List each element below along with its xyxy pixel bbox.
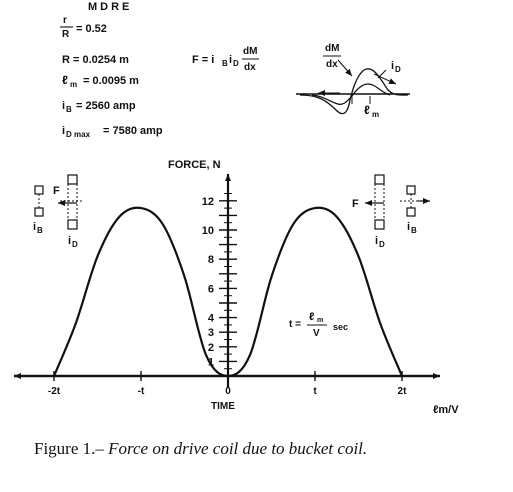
caption-body: Force on drive coil due to bucket coil. bbox=[103, 439, 368, 458]
y-tick-label: 10 bbox=[201, 225, 214, 237]
formula-lhs: F = i bbox=[192, 54, 215, 66]
lm-symbol: ℓ bbox=[62, 73, 68, 87]
coil-right-force-label: F bbox=[352, 198, 359, 210]
time-def-lhs: t = bbox=[289, 319, 301, 330]
ratio-denominator: R bbox=[62, 29, 70, 40]
y-tick-label: 6 bbox=[207, 283, 214, 296]
coil-diagram-left bbox=[33, 175, 83, 249]
iB-value: = 2560 amp bbox=[76, 100, 136, 112]
y-tick-label: 1 bbox=[207, 356, 214, 369]
coil-right-iD-subscript: D bbox=[379, 240, 385, 249]
y-axis-ticks bbox=[202, 194, 237, 369]
inset-frac-den: dx bbox=[326, 59, 338, 70]
iD-value: = 7580 amp bbox=[103, 125, 163, 137]
formula-mid: i bbox=[229, 54, 233, 66]
y-axis-label: FORCE, N bbox=[168, 159, 221, 171]
coil-right-iB-symbol: i bbox=[407, 221, 411, 233]
time-def-num-symbol: ℓ bbox=[309, 311, 315, 323]
y-tick-label: 12 bbox=[201, 195, 214, 208]
coil-left-iD-subscript: D bbox=[72, 240, 78, 249]
coil-right-iB-subscript: B bbox=[411, 226, 417, 235]
formula-sub-D: D bbox=[233, 59, 239, 68]
y-tick-label: 2 bbox=[207, 341, 214, 354]
time-def-num-subscript: m bbox=[317, 317, 324, 324]
iB-symbol: i bbox=[62, 100, 66, 112]
x-tick-label: -t bbox=[137, 386, 145, 397]
time-definition bbox=[289, 311, 348, 339]
coil-left-iB-subscript: B bbox=[37, 226, 43, 235]
iD-subscript: D max bbox=[66, 130, 91, 139]
x-tick-label: -2t bbox=[47, 386, 61, 397]
iD-symbol: i bbox=[62, 125, 66, 137]
coil-right-iD-symbol: i bbox=[375, 235, 379, 247]
coil-left-iD-symbol: i bbox=[68, 235, 72, 247]
x-axis-unit-label: ℓm/V bbox=[433, 404, 459, 416]
inset-frac-num: dM bbox=[325, 43, 340, 54]
ratio-numerator: r bbox=[63, 15, 67, 26]
figure-caption bbox=[34, 439, 367, 458]
iB-subscript: B bbox=[66, 105, 72, 114]
x-axis-label: TIME bbox=[211, 401, 235, 412]
inset-iD-subscript: D bbox=[395, 65, 401, 74]
formula-frac-num: dM bbox=[243, 46, 258, 57]
x-tick-label: t bbox=[313, 386, 317, 397]
inset-lm-symbol: ℓ bbox=[364, 103, 370, 117]
y-tick-label: 8 bbox=[207, 254, 214, 267]
coil-diagram-right bbox=[352, 175, 430, 249]
ratio-value: = 0.52 bbox=[76, 23, 107, 35]
time-def-unit: sec bbox=[333, 322, 349, 332]
formula-frac-den: dx bbox=[244, 62, 256, 73]
formula-sub-B: B bbox=[222, 59, 228, 68]
inset-dmdx-diagram bbox=[296, 43, 410, 119]
caption-text bbox=[34, 439, 367, 458]
inset-lm-subscript: m bbox=[372, 110, 380, 119]
parameter-list bbox=[60, 15, 163, 139]
header-title: MDRE bbox=[88, 1, 133, 13]
lm-subscript: m bbox=[70, 80, 78, 89]
force-formula bbox=[192, 46, 259, 73]
inset-iD-symbol: i bbox=[391, 60, 395, 72]
y-tick-label: 3 bbox=[207, 327, 214, 340]
time-def-den: V bbox=[313, 328, 320, 339]
coil-left-force-label: F bbox=[53, 185, 60, 197]
lm-value: = 0.0095 m bbox=[83, 75, 139, 87]
x-tick-label: 0 bbox=[225, 386, 231, 397]
y-tick-label: 4 bbox=[207, 312, 214, 325]
force-time-chart bbox=[14, 159, 459, 416]
caption-label: Figure 1.– bbox=[34, 439, 104, 458]
coil-left-iB-symbol: i bbox=[33, 221, 37, 233]
x-tick-label: 2t bbox=[397, 386, 407, 397]
R-parameter: R = 0.0254 m bbox=[62, 54, 129, 66]
